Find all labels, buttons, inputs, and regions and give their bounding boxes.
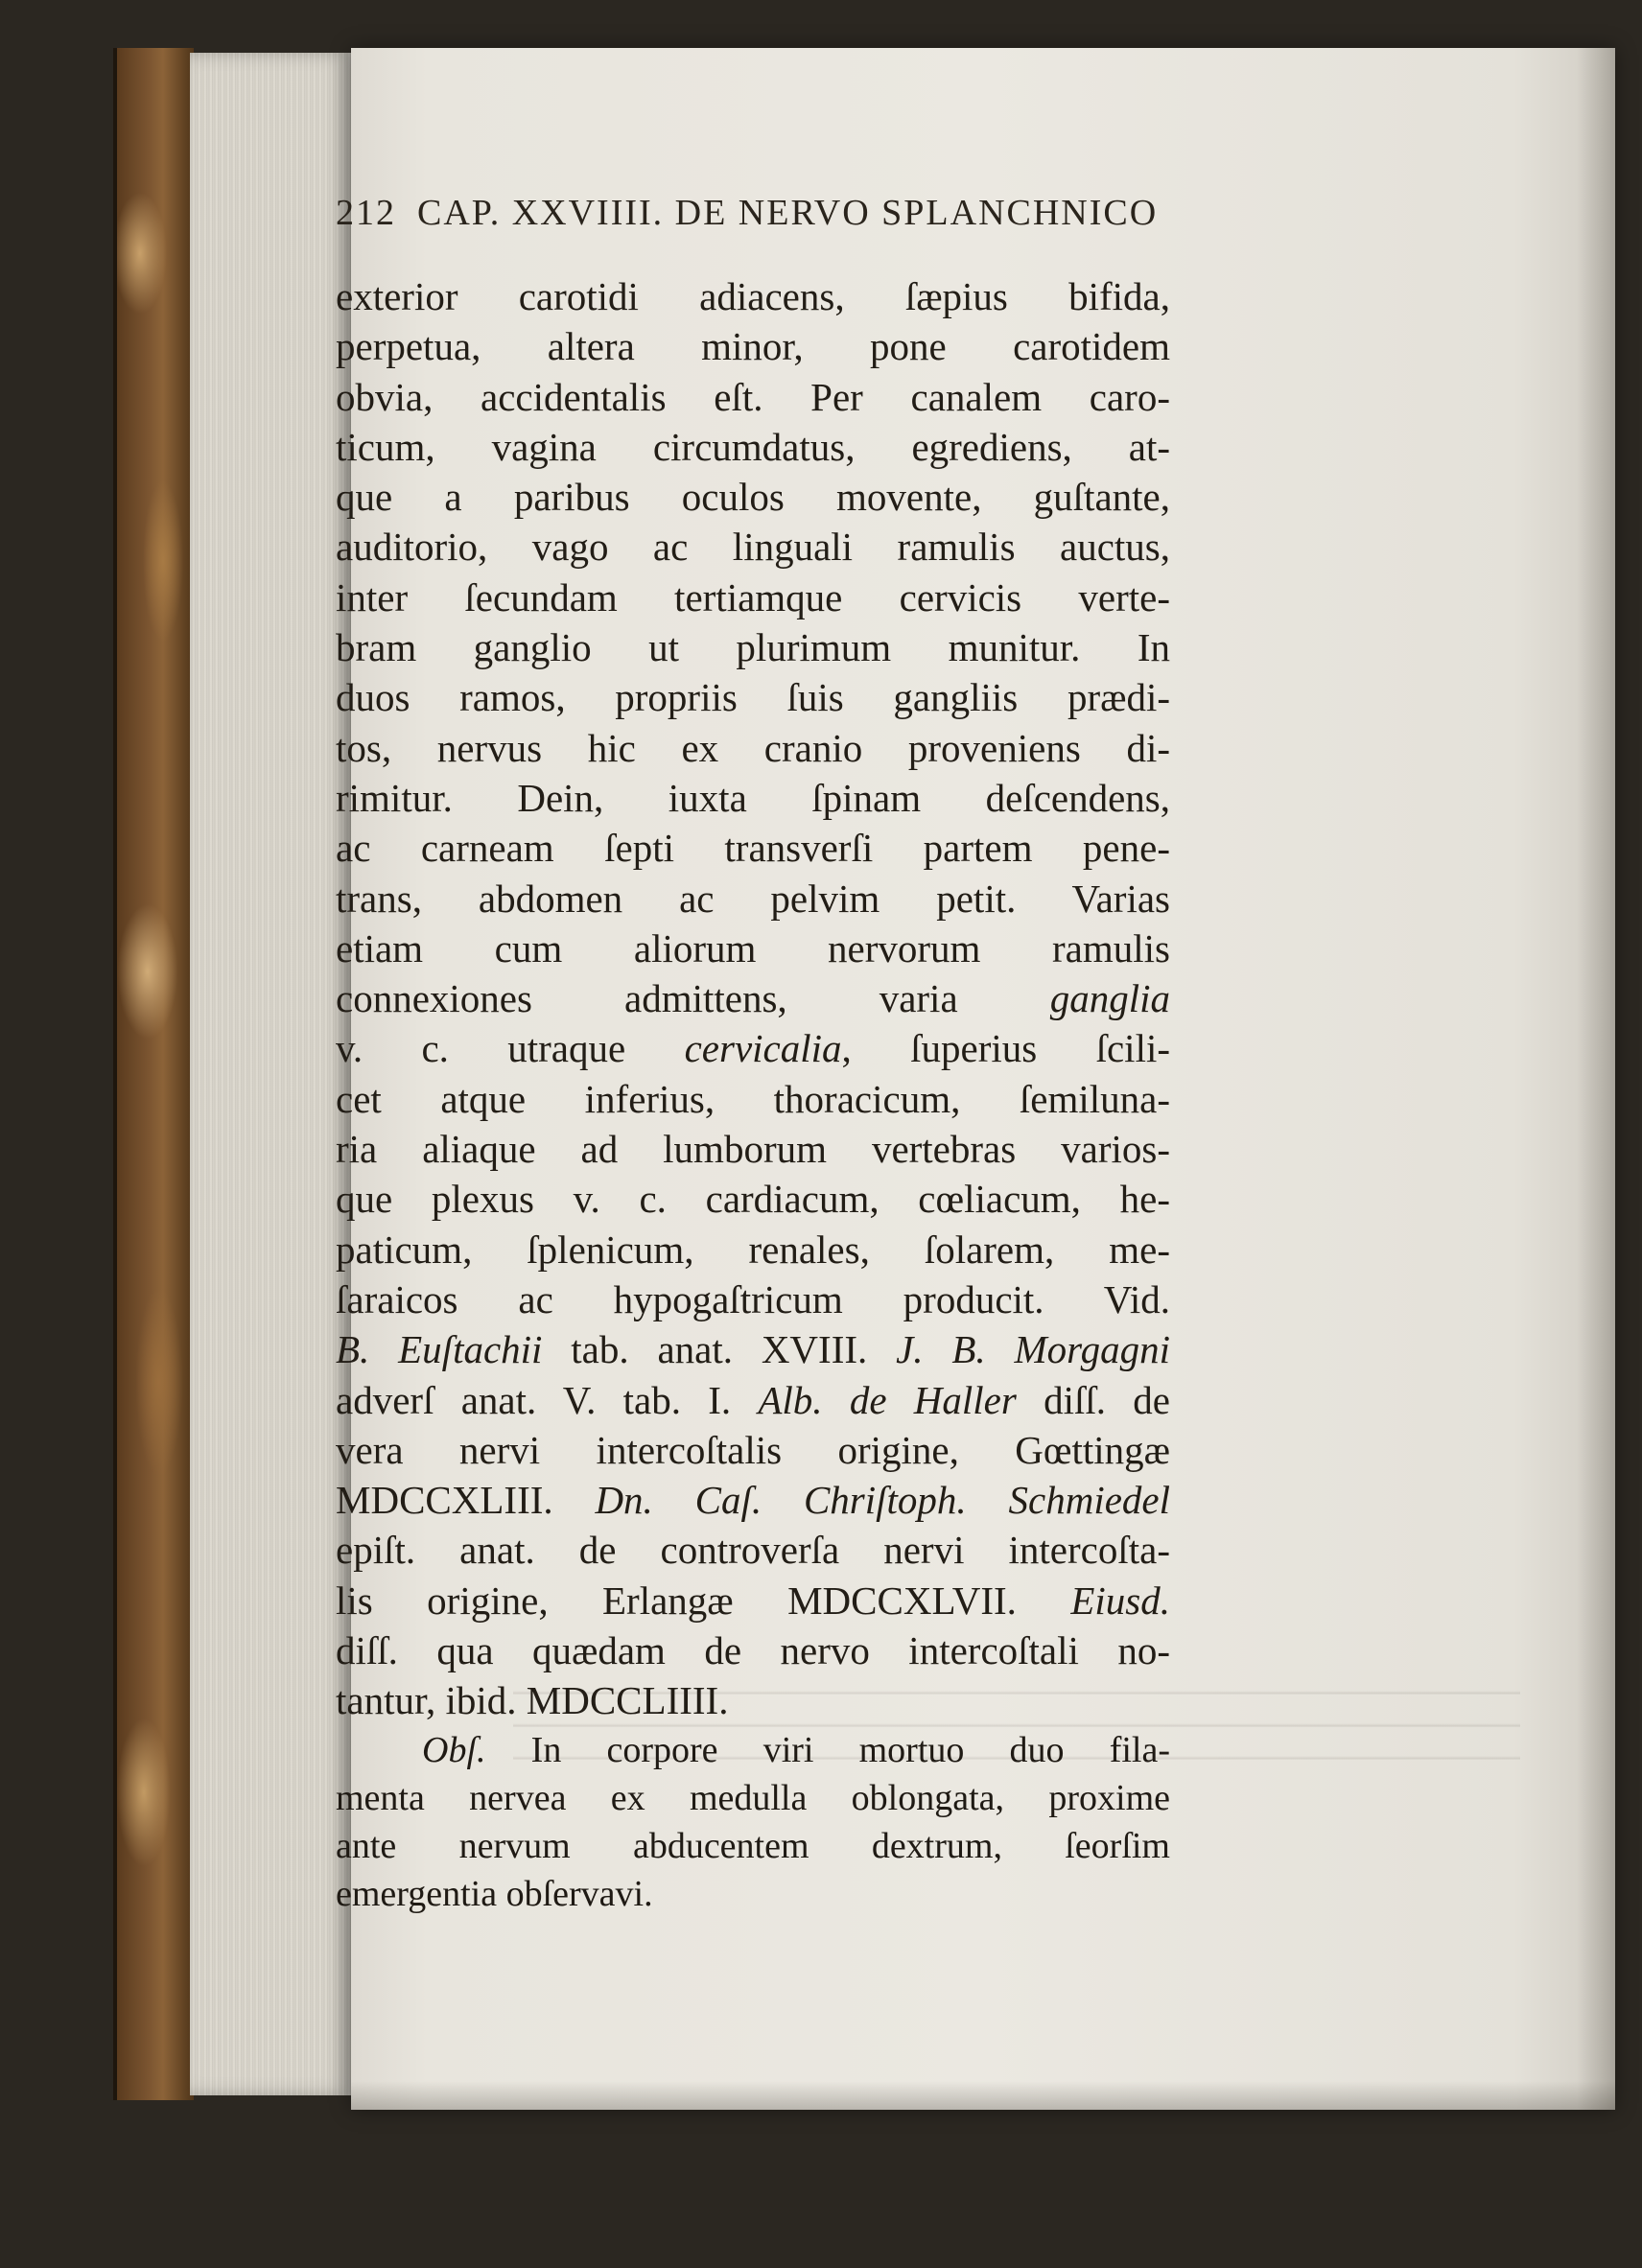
text-line: inter ſecundam tertiamque cervicis verte- [336, 574, 1170, 620]
text-line: obvia, accidentalis eſt. Per canalem caro- [336, 374, 1170, 419]
text-line: emergentia obſervavi. [336, 1874, 653, 1914]
text-fragment: tab. anat. XVIII. [571, 1327, 868, 1372]
page-gutter-shadow [1577, 48, 1615, 2110]
text-line: que plexus v. c. cardiacum, cœliacum, he- [336, 1177, 1170, 1222]
text-fragment: In corpore viri mortuo duo fila- [530, 1730, 1171, 1770]
text-line: tantur, ibid. MDCCLIIII. [336, 1678, 729, 1723]
text-line: tos, nervus hic ex cranio proveniens di- [336, 725, 1170, 770]
text-fragment: , ſuperius ſcili- [841, 1026, 1171, 1071]
text-fragment: connexiones admittens, varia [336, 976, 958, 1021]
text-line: ticum, vagina circumdatus, egrediens, at- [336, 424, 1170, 469]
running-title: CAP. XXVIIII. DE NERVO SPLANCHNICO [417, 193, 1159, 233]
italic-term: cervicalia [684, 1026, 842, 1071]
running-header [336, 192, 1199, 234]
text-fragment: v. c. utraque [336, 1026, 626, 1071]
text-fragment: adverſ anat. V. tab. I. [336, 1377, 732, 1422]
italic-author: Alb. de Haller [758, 1377, 1017, 1422]
italic-author: J. B. Morgagni [896, 1327, 1170, 1372]
page-stack [190, 53, 351, 2095]
text-line [336, 973, 1170, 1023]
italic-term: ganglia [1049, 976, 1171, 1021]
text-line: ante nervum abducentem dextrum, ſeorſim [336, 1826, 1170, 1866]
italic-author: Dn. Caſ. Chriſtoph. Schmiedel [595, 1478, 1170, 1523]
main-paragraph [336, 271, 1170, 1726]
text-line: trans, abdomen ac pelvim petit. Varias [336, 876, 1170, 921]
observation-paragraph [336, 1726, 1170, 1918]
text-line: duos ramos, propriis ſuis gangliis prædi- [336, 675, 1170, 720]
text-fragment: MDCCXLIII. [336, 1478, 553, 1523]
text-line: ac carneam ſepti transverſi partem pene- [336, 826, 1170, 871]
page-number: 212 [336, 193, 396, 233]
text-line: cet atque inferius, thoracicum, ſemiluna- [336, 1076, 1170, 1121]
text-line: ſaraicos ac hypogaſtricum producit. Vid. [336, 1276, 1170, 1321]
text-line: que a paribus oculos movente, guſtante, [336, 475, 1170, 520]
text-line [336, 1324, 1170, 1374]
text-line [336, 1576, 1170, 1625]
text-line: paticum, ſplenicum, renales, ſolarem, me- [336, 1227, 1170, 1272]
text-line: etiam cum aliorum nervorum ramulis [336, 925, 1170, 970]
text-line: ria aliaque ad lumborum vertebras varios- [336, 1127, 1170, 1172]
observation-label: Obſ. [422, 1730, 486, 1770]
marbled-book-edge [113, 48, 194, 2100]
text-fragment: lis origine, Erlangæ MDCCXLVII. [336, 1578, 1017, 1623]
italic-author: Eiusd. [1070, 1578, 1171, 1623]
italic-author: B. Euſtachii [336, 1327, 543, 1372]
text-line [336, 1375, 1170, 1425]
text-line: bram ganglio ut plurimum munitur. In [336, 625, 1170, 670]
page-bottom-shadow [351, 2081, 1615, 2110]
text-line: diſſ. qua quædam de nervo intercoſtali no- [336, 1628, 1170, 1673]
text-line [336, 1475, 1170, 1525]
text-line: perpetua, altera minor, pone carotidem [336, 324, 1170, 369]
text-line: auditorio, vago ac linguali ramulis auctus, [336, 525, 1170, 570]
text-fragment: diſſ. de [1044, 1377, 1170, 1422]
text-line [336, 1726, 1170, 1774]
text-line: epiſt. anat. de controverſa nervi intercoſta- [336, 1528, 1170, 1573]
text-line: rimitur. Dein, iuxta ſpinam deſcendens, [336, 775, 1170, 820]
text-line: vera nervi intercoſtalis origine, Gœttingæ [336, 1427, 1170, 1472]
text-line [336, 1023, 1170, 1073]
text-line: exterior carotidi adiacens, ſæpius bifida, [336, 274, 1170, 318]
text-line: menta nervea ex medulla oblongata, proxime [336, 1778, 1170, 1818]
